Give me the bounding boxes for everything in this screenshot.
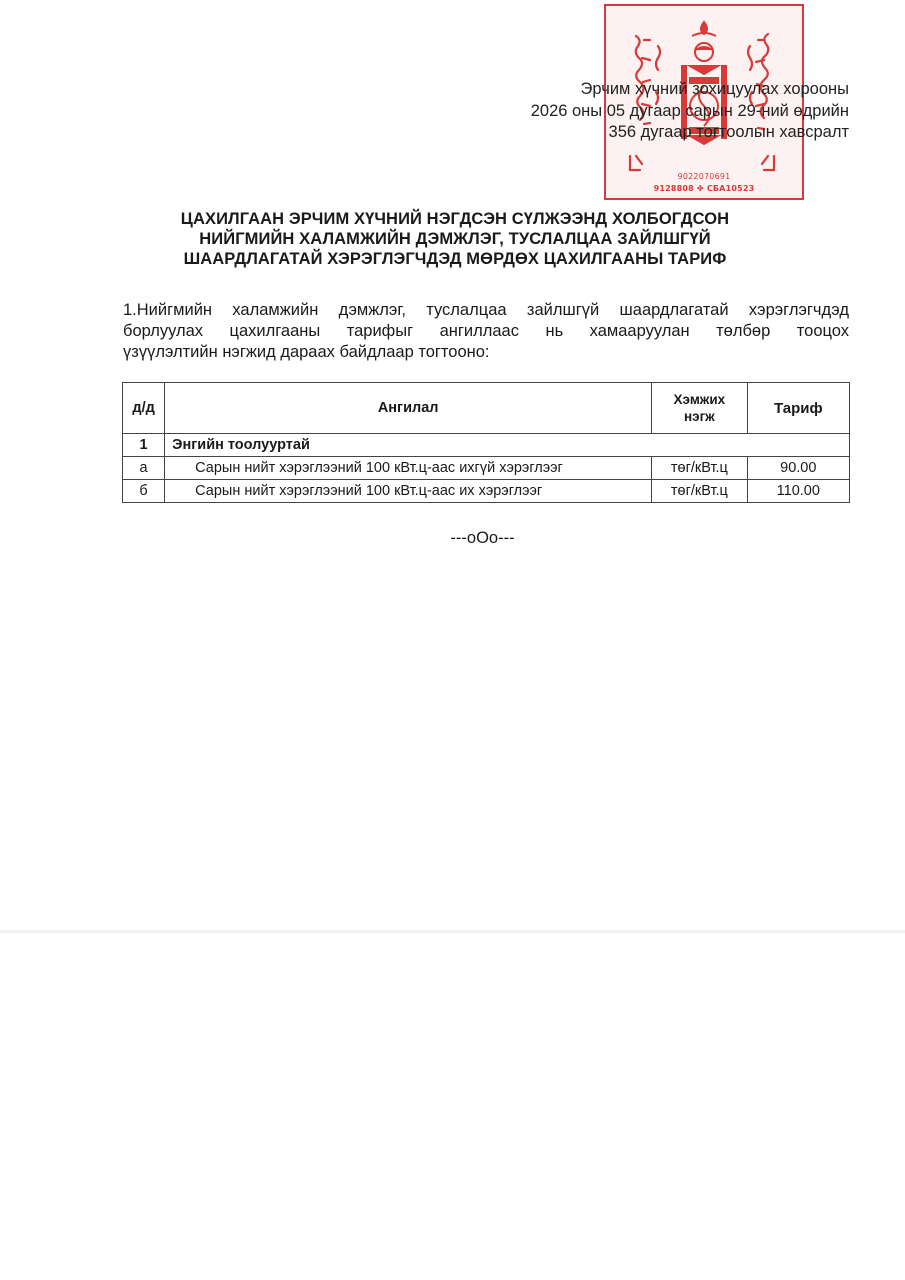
header-tariff: Тариф: [747, 383, 849, 434]
row-tariff: 110.00: [747, 480, 849, 503]
row-category: Сарын нийт хэрэглээний 100 кВт.ц-аас их хэрэглээг: [165, 480, 652, 503]
appendix-reference: [531, 79, 849, 144]
table-row: [123, 480, 850, 503]
row-number: б: [123, 480, 165, 503]
row-category: Сарын нийт хэрэглээний 100 кВт.ц-аас ихгүй хэрэглээг: [165, 457, 652, 480]
header-unit-line-2: нэгж: [683, 409, 715, 424]
closing-mark: ---oOo---: [450, 529, 515, 547]
table-header: [123, 383, 850, 434]
row-number: а: [123, 457, 165, 480]
reference-line-authority: Эрчим хүчний зохицуулах хорооны: [580, 80, 849, 98]
table-group-row: [123, 434, 850, 457]
header-unit: [652, 383, 747, 434]
seal-code: 9128808 ✤ СБА10523: [653, 184, 755, 193]
header-category: Ангилал: [165, 383, 652, 434]
title-line-3: ШААРДЛАГАТАЙ ХЭРЭГЛЭГЧДЭД МӨРДӨХ ЦАХИЛГААНЫ ТАРИФ: [183, 250, 727, 268]
group-label: Энгийн тоолууртай: [165, 434, 850, 457]
scan-fold-line: [0, 929, 905, 935]
header-unit-line-1: Хэмжих: [673, 392, 726, 407]
reference-line-date: 2026 оны 05 дугаар сарын 29-ний өдрийн: [530, 101, 849, 120]
table-row: [123, 457, 850, 480]
title-line-1: ЦАХИЛГААН ЭРЧИМ ХҮЧНИЙ НЭГДСЭН СҮЛЖЭЭНД ХОЛБОГДСОН: [180, 210, 730, 228]
row-unit: төг/кВт.ц: [652, 480, 747, 503]
paragraph-line-2: борлуулах цахилгааны тарифыг ангиллаас нь хамааруулан төлбөр тооцох: [123, 322, 849, 340]
table-header-row: [123, 383, 850, 434]
row-unit: төг/кВт.ц: [652, 457, 747, 480]
seal-register-number: 9022070691: [677, 172, 731, 181]
group-number: 1: [123, 434, 165, 457]
clause-paragraph: [123, 300, 849, 363]
document-title: [120, 209, 790, 269]
paragraph-line-1: 1.Нийгмийн халамжийн дэмжлэг, туслалцаа зайлшгүй шаардлагатай хэрэглэгчдэд: [123, 301, 849, 319]
tariff-table: [122, 382, 850, 503]
row-tariff: 90.00: [747, 457, 849, 480]
header-number: д/д: [123, 383, 165, 434]
title-line-2: НИЙГМИЙН ХАЛАМЖИЙН ДЭМЖЛЭГ, ТУСЛАЛЦАА ЗАЙЛШГҮЙ: [199, 230, 711, 248]
paragraph-line-3: үзүүлэлтийн нэгжид дараах байдлаар тогтооно:: [123, 343, 490, 361]
reference-line-resolution: 356 дугаар тогтоолын хавсралт: [608, 123, 849, 141]
